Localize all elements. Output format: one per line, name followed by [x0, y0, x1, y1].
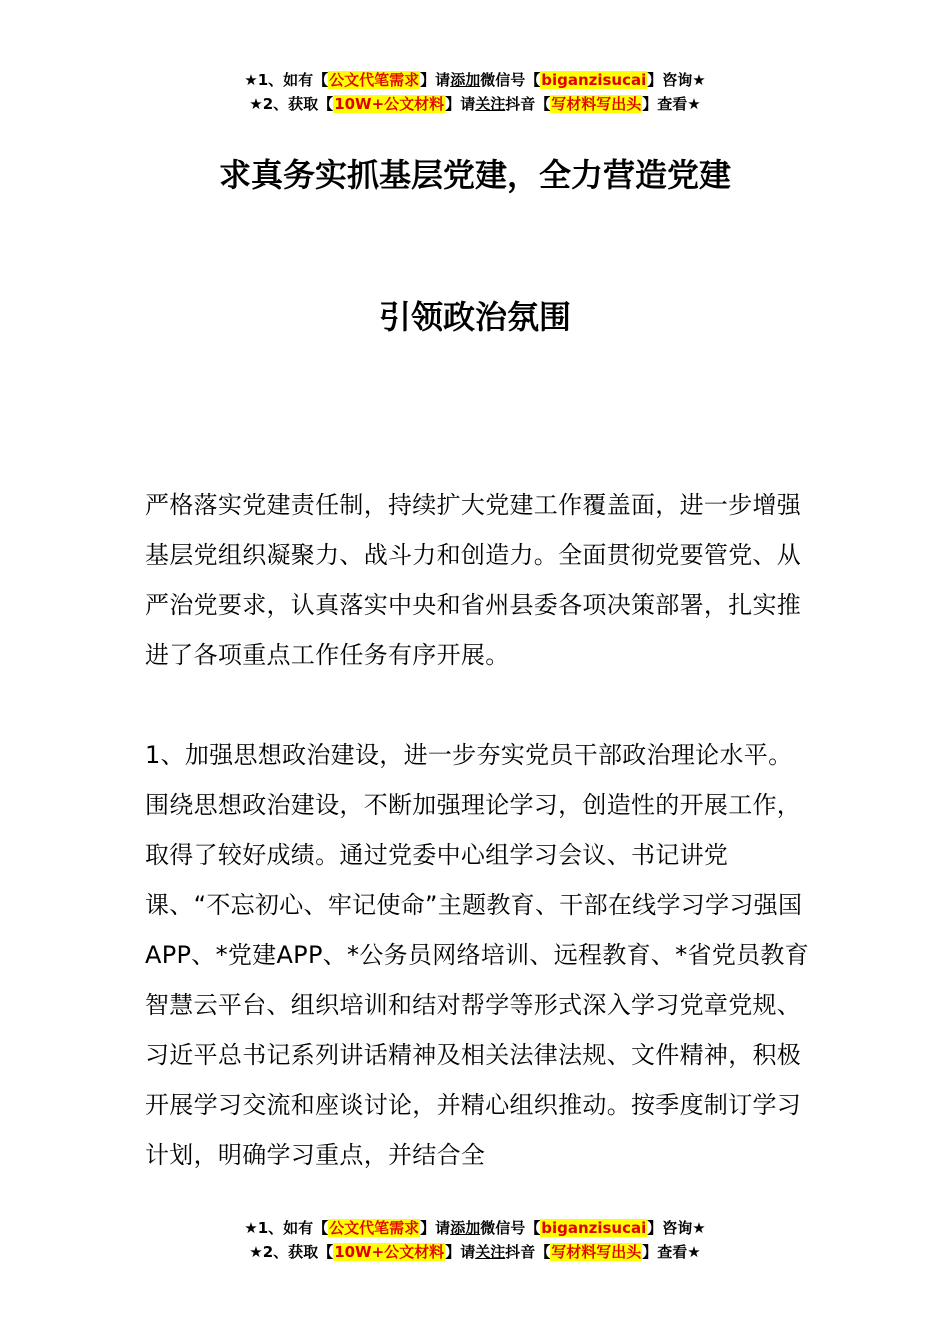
- ad-line-1: ★1、如有【公文代笔需求】请添加微信号【biganzisucai】咨询★: [244, 71, 706, 89]
- body-paragraph-intro: 严格落实党建责任制，持续扩大党建工作覆盖面，进一步增强基层党组织凝聚力、战斗力和创造力。全面贯彻党要管党、从严治党要求，认真落实中央和省州县委各项决策部署，扎实推进了各项重点工作任务有序开展。: [145, 491, 802, 669]
- highlight-service: 公文代笔需求: [329, 1219, 420, 1237]
- ad-line-2: ★2、获取【10W+公文材料】请关注抖音【写材料写出头】查看★: [249, 1243, 701, 1261]
- document-title-line-1: 求真务实抓基层党建，全力营造党建: [218, 156, 731, 194]
- ad-line-2: ★2、获取【10W+公文材料】请关注抖音【写材料写出头】查看★: [249, 95, 701, 113]
- header-ad-banner: [0, 68, 950, 116]
- highlight-materials: 10W+公文材料: [334, 1243, 445, 1261]
- highlight-wechat-id: biganzisucai: [541, 71, 647, 89]
- highlight-service: 公文代笔需求: [329, 71, 420, 89]
- ad-line-1: ★1、如有【公文代笔需求】请添加微信号【biganzisucai】咨询★: [244, 1219, 706, 1237]
- body-paragraph-section-1: 1、加强思想政治建设，进一步夯实党员干部政治理论水平。围绕思想政治建设，不断加强理论学习，创造性的开展工作，取得了较好成绩。通过党委中心组学习会议、书记讲党课、“不忘初心、牢记使命”主题教育、干部在线学习学习强国APP、*党建APP、*公务员网络培训、远程教育、*省党员教育智慧云平台、组织培训和结对帮学等形式深入学习党章党规、习近平总书记系列讲话精神及相关法律法规、文件精神，积极开展学习交流和座谈讨论，并精心组织推动。按季度制订学习计划，明确学习重点，并结合全: [145, 741, 810, 1169]
- document-title-line-2: 引领政治氛围: [378, 298, 571, 336]
- highlight-materials: 10W+公文材料: [334, 95, 445, 113]
- highlight-douyin-account: 写材料写出头: [551, 1243, 642, 1261]
- footer-ad-banner: [0, 1216, 950, 1264]
- highlight-wechat-id: biganzisucai: [541, 1219, 647, 1237]
- highlight-douyin-account: 写材料写出头: [551, 95, 642, 113]
